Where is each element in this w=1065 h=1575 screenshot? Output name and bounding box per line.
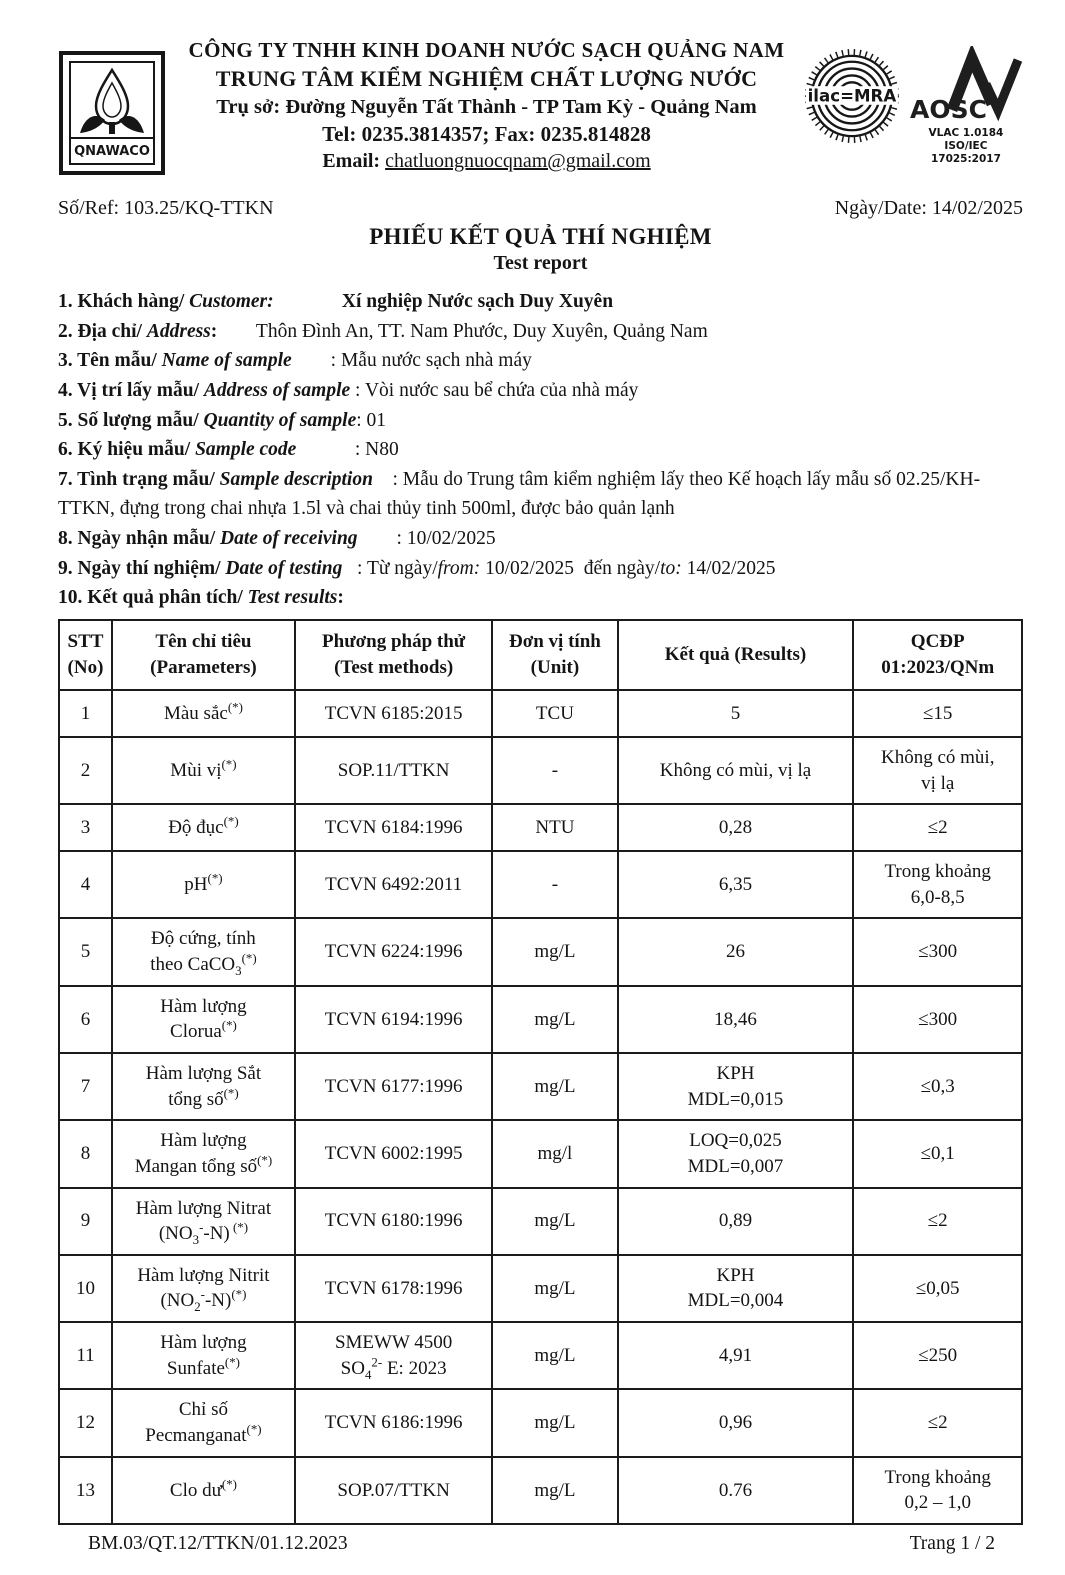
cell-limit: ≤0,05	[853, 1255, 1022, 1322]
report-date: Ngày/Date: 14/02/2025	[834, 197, 1023, 219]
address-line: Trụ sở: Đường Nguyễn Tất Thành - TP Tam Kỳ - Quảng Nam	[216, 96, 757, 118]
info-segment: 8. Ngày nhận mẫu/	[58, 528, 220, 549]
results-table-body	[59, 690, 1022, 1524]
info-segment: 7. Tình trạng mẫu/	[58, 468, 220, 490]
col-method: Phương pháp thử (Test methods)	[295, 620, 492, 690]
qnawaco-logo-text: QNAWACO	[74, 144, 150, 159]
info-segment: 1. Khách hàng/	[58, 291, 190, 312]
ref-number: Số/Ref: 103.25/KQ-TTKN	[58, 197, 274, 219]
cell-no: 11	[59, 1322, 112, 1389]
table-row	[59, 1457, 1022, 1524]
cell-result: 5	[618, 690, 854, 737]
results-table	[58, 619, 1023, 1525]
cell-method: TCVN 6492:2011	[295, 851, 492, 918]
info-segment: Thôn Đình An, TT. Nam Phước, Duy Xuyên, Quảng Nam	[217, 320, 708, 342]
info-segment: Address	[146, 320, 211, 342]
info-segment: Sample description	[219, 468, 373, 490]
info-segment: : Vòi nước sau bể chứa của nhà máy	[350, 379, 639, 401]
info-item-3	[58, 346, 1023, 376]
info-segment: Xí nghiệp Nước sạch Duy Xuyên	[273, 291, 614, 312]
info-segment: Test results	[247, 587, 338, 609]
qnawaco-logo-icon	[58, 50, 166, 176]
col-no: STT (No)	[59, 620, 112, 690]
cell-no: 6	[59, 986, 112, 1053]
table-row	[59, 1255, 1022, 1322]
info-item-6	[58, 435, 1023, 465]
aosc-caption-vlac: VLAC 1.0184	[928, 127, 1004, 139]
aosc-logo-icon	[910, 46, 1022, 122]
cell-parameter: pH(*)	[112, 851, 295, 918]
info-segment: : Từ ngày/	[342, 557, 438, 579]
cell-method: TCVN 6194:1996	[295, 986, 492, 1053]
cell-method: TCVN 6177:1996	[295, 1053, 492, 1120]
col-unit: Đơn vị tính (Unit)	[492, 620, 617, 690]
form-code: BM.03/QT.12/TTKN/01.12.2023	[88, 1532, 348, 1554]
col-limit: QCĐP 01:2023/QNm	[853, 620, 1022, 690]
cell-result: 0.76	[618, 1457, 854, 1524]
accreditation-logos	[803, 36, 1023, 166]
table-row	[59, 1053, 1022, 1120]
info-segment: 2. Địa chỉ/	[58, 320, 147, 342]
cell-result: 0,89	[618, 1188, 854, 1255]
cell-unit: -	[492, 851, 617, 918]
cell-result: 0,28	[618, 804, 854, 851]
info-segment: 6. Ký hiệu mẫu/	[58, 439, 196, 461]
cell-unit: mg/L	[492, 1322, 617, 1389]
cell-result: 0,96	[618, 1389, 854, 1456]
cell-no: 3	[59, 804, 112, 851]
aosc-logo-block	[909, 46, 1023, 166]
info-segment: Customer:	[189, 291, 274, 312]
cell-limit: Trong khoảng 0,2 – 1,0	[853, 1457, 1022, 1524]
table-row	[59, 1120, 1022, 1187]
info-segment: Name of sample	[161, 350, 292, 372]
aosc-caption-iso: ISO/IEC 17025:2017	[930, 140, 1001, 166]
info-segment: Date of receiving	[220, 528, 358, 549]
cell-result: 6,35	[618, 851, 854, 918]
cell-no: 12	[59, 1389, 112, 1456]
cell-limit: ≤0,1	[853, 1120, 1022, 1187]
cell-method: TCVN 6180:1996	[295, 1188, 492, 1255]
table-row	[59, 1322, 1022, 1389]
aosc-logo-text: AOSC	[909, 95, 987, 122]
cell-result: KPH MDL=0,004	[618, 1255, 854, 1322]
cell-parameter: Hàm lượng Clorua(*)	[112, 986, 295, 1053]
cell-unit: mg/L	[492, 1053, 617, 1120]
info-segment: Date of testing	[225, 557, 343, 579]
cell-no: 1	[59, 690, 112, 737]
table-row	[59, 804, 1022, 851]
info-segment: 3. Tên mẫu/	[58, 350, 162, 372]
cell-method: TCVN 6178:1996	[295, 1255, 492, 1322]
info-segment: Address of sample	[203, 379, 351, 401]
table-row	[59, 690, 1022, 737]
cell-unit: mg/L	[492, 1255, 617, 1322]
info-item-9	[58, 554, 1023, 584]
info-segment: 5. Số lượng mẫu/	[58, 409, 204, 431]
cell-method: TCVN 6002:1995	[295, 1120, 492, 1187]
info-segment: : 01	[356, 409, 387, 431]
cell-method: TCVN 6185:2015	[295, 690, 492, 737]
cell-parameter: Hàm lượng Nitrat $(NO_3^--N)$ (*)	[112, 1188, 295, 1255]
cell-unit: NTU	[492, 804, 617, 851]
cell-result: 4,91	[618, 1322, 854, 1389]
info-segment: : N80	[296, 439, 399, 461]
cell-no: 5	[59, 918, 112, 985]
ilac-mra-logo-text: ilac=MRA	[807, 86, 897, 106]
telfax-line: Tel: 0235.3814357; Fax: 0235.814828	[322, 122, 651, 146]
ilac-mra-logo-icon	[803, 46, 901, 146]
cell-limit: ≤300	[853, 986, 1022, 1053]
info-segment: :	[337, 587, 344, 609]
cell-limit: ≤2	[853, 1188, 1022, 1255]
cell-parameter: Hàm lượng Mangan tổng số(*)	[112, 1120, 295, 1187]
cell-method: SOP.07/TTKN	[295, 1457, 492, 1524]
cell-no: 10	[59, 1255, 112, 1322]
info-segment: 10. Kết quả phân tích/	[58, 587, 248, 609]
cell-unit: mg/L	[492, 1188, 617, 1255]
info-segment: from:	[437, 557, 481, 579]
cell-method: SMEWW 4500 $SO_4^{2-}$ E: 2023	[295, 1322, 492, 1389]
info-segment: : Mẫu nước sạch nhà máy	[291, 350, 532, 372]
cell-unit: mg/L	[492, 1389, 617, 1456]
letterhead	[58, 36, 1023, 181]
cell-result: Không có mùi, vị lạ	[618, 737, 854, 804]
cell-result: LOQ=0,025 MDL=0,007	[618, 1120, 854, 1187]
page-footer	[58, 1533, 1023, 1555]
cell-unit: -	[492, 737, 617, 804]
cell-unit: mg/L	[492, 918, 617, 985]
cell-limit: ≤2	[853, 1389, 1022, 1456]
info-list	[58, 287, 1023, 613]
cell-no: 4	[59, 851, 112, 918]
table-row	[59, 986, 1022, 1053]
cell-method: TCVN 6224:1996	[295, 918, 492, 985]
report-title: PHIẾU KẾT QUẢ THÍ NGHIỆM	[369, 224, 712, 249]
cell-unit: mg/L	[492, 986, 617, 1053]
cell-parameter: Hàm lượng Nitrit $(NO_2^--N)^{(*)}$	[112, 1255, 295, 1322]
cell-method: SOP.11/TTKN	[295, 737, 492, 804]
cell-no: 7	[59, 1053, 112, 1120]
info-item-1	[58, 287, 1023, 317]
info-segment: 10/02/2025 đến ngày/	[480, 557, 661, 579]
info-item-7	[58, 465, 1023, 524]
col-result: Kết quả (Results)	[618, 620, 854, 690]
info-segment: 14/02/2025	[681, 557, 776, 579]
company-name: CÔNG TY TNHH KINH DOANH NƯỚC SẠCH QUẢNG NAM	[188, 38, 785, 62]
cell-method: TCVN 6186:1996	[295, 1389, 492, 1456]
cell-unit: TCU	[492, 690, 617, 737]
cell-no: 9	[59, 1188, 112, 1255]
info-item-4	[58, 376, 1023, 406]
company-logo	[58, 36, 170, 181]
cell-method: TCVN 6184:1996	[295, 804, 492, 851]
cell-limit: ≤0,3	[853, 1053, 1022, 1120]
cell-parameter: Độ cứng, tính theo CaCO$_3$(*)	[112, 918, 295, 985]
cell-parameter: Chỉ số Pecmanganat(*)	[112, 1389, 295, 1456]
email-link[interactable]: chatluongnuocqnam@gmail.com	[385, 150, 651, 172]
table-row	[59, 1389, 1022, 1456]
table-header-row	[59, 620, 1022, 690]
info-segment: Quantity of sample	[203, 409, 357, 431]
email-line	[184, 150, 789, 173]
info-item-5	[58, 406, 1023, 436]
info-item-10	[58, 583, 1023, 613]
cell-unit: mg/l	[492, 1120, 617, 1187]
info-item-2	[58, 317, 1023, 347]
cell-limit: Không có mùi, vị lạ	[853, 737, 1022, 804]
cell-parameter: Hàm lượng Sunfate(*)	[112, 1322, 295, 1389]
cell-limit: Trong khoảng 6,0-8,5	[853, 851, 1022, 918]
table-row	[59, 918, 1022, 985]
table-row	[59, 851, 1022, 918]
table-row	[59, 737, 1022, 804]
cell-parameter: Màu sắc(*)	[112, 690, 295, 737]
cell-limit: ≤250	[853, 1322, 1022, 1389]
info-segment: :	[210, 320, 218, 342]
cell-result: 26	[618, 918, 854, 985]
info-segment: 4. Vị trí lấy mẫu/	[58, 379, 204, 401]
cell-no: 8	[59, 1120, 112, 1187]
center-name: TRUNG TÂM KIỂM NGHIỆM CHẤT LƯỢNG NƯỚC	[215, 66, 758, 91]
info-segment: Sample code	[195, 439, 297, 461]
col-parameter: Tên chỉ tiêu (Parameters)	[112, 620, 295, 690]
info-segment: : Mẫu do Trung tâm kiểm nghiệm lấy theo Kế hoạch lấy mẫu số 02.25/KH-TTKN, đựng trong chai nhựa 1.5l và chai thủy tinh 500ml, được bảo quản lạnh	[58, 468, 981, 520]
cell-no: 13	[59, 1457, 112, 1524]
cell-limit: ≤15	[853, 690, 1022, 737]
info-segment: : 10/02/2025	[357, 528, 496, 549]
cell-limit: ≤300	[853, 918, 1022, 985]
table-row	[59, 1188, 1022, 1255]
cell-result: 18,46	[618, 986, 854, 1053]
cell-parameter: Hàm lượng Sắt tổng số(*)	[112, 1053, 295, 1120]
meta-row	[58, 197, 1023, 220]
page-number: Trang 1 / 2	[909, 1532, 995, 1554]
cell-unit: mg/L	[492, 1457, 617, 1524]
cell-parameter: Mùi vị(*)	[112, 737, 295, 804]
info-segment: to:	[660, 557, 682, 579]
info-item-8	[58, 524, 1023, 554]
cell-limit: ≤2	[853, 804, 1022, 851]
cell-result: KPH MDL=0,015	[618, 1053, 854, 1120]
letterhead-text	[184, 36, 789, 173]
report-title-en: Test report	[493, 252, 588, 274]
cell-parameter: Clo dư(*)	[112, 1457, 295, 1524]
cell-no: 2	[59, 737, 112, 804]
info-segment: 9. Ngày thí nghiệm/	[58, 557, 226, 579]
cell-parameter: Độ đục(*)	[112, 804, 295, 851]
email-label: Email:	[322, 150, 386, 172]
